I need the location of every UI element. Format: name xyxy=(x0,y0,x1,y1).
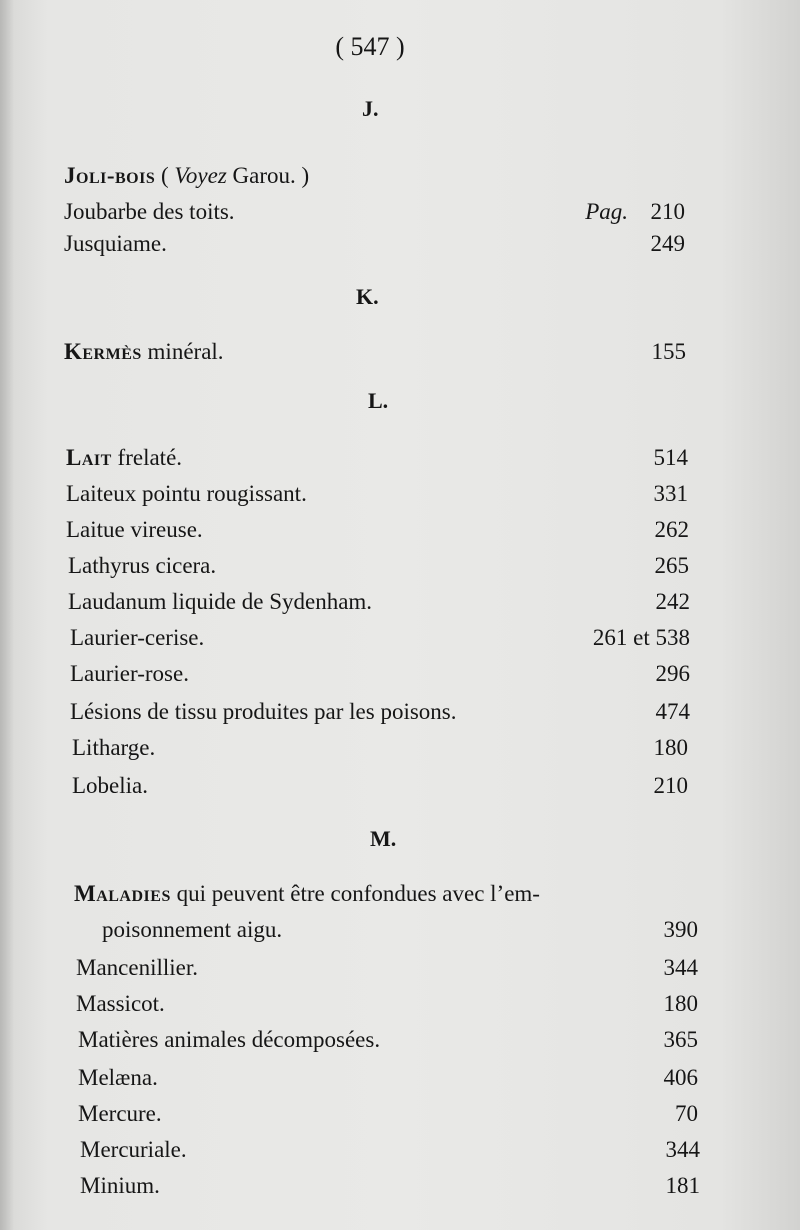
entry-text: Lathyrus cicera. xyxy=(68,553,217,578)
entry-page: 242 xyxy=(655,589,690,614)
index-entry-laitue xyxy=(0,512,800,548)
entry-page: 514 xyxy=(653,445,688,470)
entry-text: frelaté. xyxy=(111,445,183,470)
index-entry-joubarbe xyxy=(0,194,800,230)
entry-text: Melæna. xyxy=(78,1065,158,1090)
entry-page: 210 xyxy=(653,773,688,798)
index-entry-maladies xyxy=(0,876,800,912)
entry-page: 265 xyxy=(654,553,689,578)
entry-text: Laurier-rose. xyxy=(70,661,189,686)
entry-text: Matières animales décomposées. xyxy=(78,1027,381,1052)
index-entry-matieres xyxy=(0,1022,800,1058)
index-entry-maladies-cont xyxy=(0,912,800,948)
entry-head: Kermès xyxy=(64,339,142,364)
index-entry-mercuriale xyxy=(0,1132,800,1168)
index-entry-jusquiame xyxy=(0,226,800,262)
entry-page: 180 xyxy=(653,735,688,760)
entry-page: 70 xyxy=(675,1101,698,1126)
index-entry-litharge xyxy=(0,730,800,766)
entry-page: 474 xyxy=(655,699,690,724)
entry-text: Garou. ) xyxy=(226,163,310,188)
entry-text: Lésions de tissu produites par les poisons. xyxy=(70,699,457,724)
entry-text: Laudanum liquide de Sydenham. xyxy=(68,589,373,614)
entry-page: 262 xyxy=(654,517,689,542)
entry-text: qui peuvent être confondues avec l’em- xyxy=(170,881,540,906)
entry-text: Mancenillier. xyxy=(76,955,198,980)
index-entry-mancenillier xyxy=(0,950,800,986)
entry-page: 365 xyxy=(663,1027,698,1052)
entry-page: 181 xyxy=(665,1173,700,1198)
index-entry-lesions xyxy=(0,694,800,730)
entry-page: 261 et 538 xyxy=(592,625,690,650)
index-entry-laurier-cerise xyxy=(0,620,800,656)
entry-page: 406 xyxy=(663,1065,698,1090)
entry-page: 344 xyxy=(665,1137,700,1162)
entry-text-continuation: poisonnement aigu. xyxy=(102,917,283,942)
entry-head: Lait xyxy=(66,445,112,470)
entry-paren: ( xyxy=(155,163,175,188)
index-entry-laudanum xyxy=(0,584,800,620)
entry-head: Maladies xyxy=(74,881,171,906)
entry-page: 155 xyxy=(651,339,686,364)
index-entry-lathyrus xyxy=(0,548,800,584)
section-letter-l: L. xyxy=(368,388,389,413)
index-entry-kermes xyxy=(0,334,800,370)
entry-page: 390 xyxy=(663,917,698,942)
entry-text: Litharge. xyxy=(72,735,156,760)
entry-page: 296 xyxy=(655,661,690,686)
index-entry-mercure xyxy=(0,1096,800,1132)
index-entry-laiteux xyxy=(0,476,800,512)
section-letter-j: J. xyxy=(362,96,379,121)
entry-head: Joli-bois xyxy=(64,163,156,188)
section-letter-k: K. xyxy=(356,284,379,309)
see-reference: Voyez xyxy=(174,163,227,188)
entry-text: Jusquiame. xyxy=(64,231,167,256)
entry-text: Minium. xyxy=(80,1173,160,1198)
index-entry-lait xyxy=(0,440,800,476)
entry-text: Lobelia. xyxy=(72,773,148,798)
index-entry-melaena xyxy=(0,1060,800,1096)
index-entry-lobelia xyxy=(0,768,800,804)
index-entry-minium xyxy=(0,1168,800,1204)
section-letter-m: M. xyxy=(370,826,397,851)
entry-text: Laitue vireuse. xyxy=(66,517,203,542)
entry-text: Massicot. xyxy=(76,991,165,1016)
page-abbrev: Pag. xyxy=(585,199,628,224)
entry-page: 344 xyxy=(663,955,698,980)
entry-text: Mercuriale. xyxy=(80,1137,187,1162)
entry-text: Mercure. xyxy=(78,1101,162,1126)
entry-page: 180 xyxy=(663,991,698,1016)
entry-page: 210 xyxy=(650,199,685,224)
entry-page: 249 xyxy=(650,231,685,256)
entry-text: minéral. xyxy=(141,339,224,364)
index-entry-massicot xyxy=(0,986,800,1022)
entry-text: Laurier-cerise. xyxy=(70,625,205,650)
entry-page: 331 xyxy=(653,481,688,506)
entry-text: Laiteux pointu rougissant. xyxy=(66,481,307,506)
entry-text: Joubarbe des toits. xyxy=(64,199,235,224)
index-entry-joli-bois xyxy=(0,158,800,194)
page-number: ( 547 ) xyxy=(335,32,405,61)
index-entry-laurier-rose xyxy=(0,656,800,692)
